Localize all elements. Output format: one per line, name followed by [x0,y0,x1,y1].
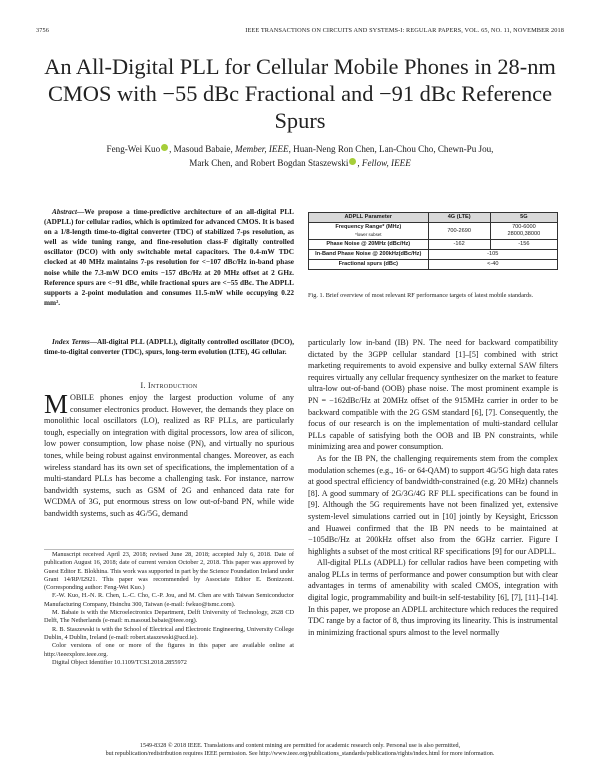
table-cell: -105 [428,250,557,260]
table-row: In-Band Phase Noise @ 200kHz(dBc/Hz) -105 [309,250,558,260]
index-terms [44,337,294,357]
index-terms-text: —All-digital PLL (ADPLL), digitally controlled oscillator (DCO), time-to-digital converter (TDC), spurs, long-term evolution (LTE), 4G cellular. [44,338,295,357]
footnote: F.-W. Kuo, H.-N. R. Chen, L.-C. Cho, C.-P. Jou, and M. Chen are with Taiwan Semiconductor Manufacturing Company, Hsinchu 300, Taiwan (e-mail: fwkuo@tsmc.com). [44,592,294,608]
footnote: R. B. Staszewski is with the School of Electrical and Electronic Engineering, University College Dublin, 4 Dublin, Ireland (e-mail: robert.staszewski@ucd.ie). [44,625,294,641]
paragraph: All-digital PLLs (ADPLL) for cellular radios have been competing with analog PLLs in terms of performance and power consumption but with clear advantages in terms of amenability with scaled CMOS, integration with digital logic, programmability and built-in self-testability [6], [7], [11]–[14]. In this paper, we propose an ADPLL architecture which reduces the required TDC range by a factor of 8, thus improving its linearity. This is instrumental in minimizing fractional spurs almost to the level normally [308,558,558,637]
footnote: Color versions of one or more of the figures in this paper are available online at http://ieeexplore.ieee.org. [44,642,294,658]
table-cell: -156 [490,240,557,250]
member-grade: Member, IEEE [235,144,289,154]
abstract [44,207,294,308]
table-header: 5G [490,213,557,223]
table-header: 4G (LTE) [428,213,490,223]
footnotes [44,551,294,667]
footnote: Digital Object Identifier 10.1109/TCSI.2018.2855972 [52,658,187,666]
paper-title: An All-Digital PLL for Cellular Mobile Phones in 28-nm CMOS with −55 dBc Fractional and −91 dBc Reference Spurs [44,54,556,133]
table-cell: 700-6000 28000,38000 [490,223,557,240]
intro-text: phones enjoy the largest production volume of any consumer electronics product. However, the demands they place on monolithic local oscillators (LO), realized as RF PLLs, are particularly tough, especially on integration with digital processors, low area of silicon, low power consumption, low phase noise (PN), and virtually no spurious tones, while being robust against environmental changes. Moreover, as each wireless standard has its own set of specifications, the implementation of a multi-standard PLLs has become a challenging task. For instance, narrow bandwidth systems, such as GSM of 2G and enhanced data rate for WCDMA of 3G, put enormous stress on low out-of-band PN, while wide bandwidth systems, such as 4G/5G, demand [44,393,294,518]
footnote-rule [44,549,294,550]
author-kuo: Feng-Wei Kuo [106,144,161,154]
orcid-icon[interactable] [161,144,168,151]
table-header: ADPLL Parameter [309,213,429,223]
orcid-icon[interactable] [349,158,356,165]
specs-table [308,212,558,270]
table-cell: -162 [428,240,490,250]
table-cell: <-40 [428,260,557,270]
drop-cap: M [44,389,69,419]
copyright-footer: 1549-8328 © 2018 IEEE. Translations and content mining are permitted for academic research only. Personal use is also permitted, but republication/redistribution requires IEEE permission. See http://www.ieee.org/publications_standards/publications/rights/index.html for more information. [105,743,495,758]
fellow-grade: Fellow, IEEE [361,158,411,168]
index-terms-lead: Index Terms [52,338,90,346]
journal-header: IEEE TRANSACTIONS ON CIRCUITS AND SYSTEMS-I: REGULAR PAPERS, VOL. 65, NO. 11, NOVEMBER 2018 [245,27,564,34]
paragraph: particularly low in-band (IB) PN. The need for backward compatibility dictated by the 3GPP cellular standard [1]–[5] combined with strict marketing requirements to avoid expensive and bulky external SAW filters requires virtually any cellular frequency synthesizer on the market to feature ultra-low out-of-band (OOB) phase noise. The most prominent example is PN = −162dBc/Hz at 20MHz offset of the 915MHz carrier in order to be backward compatible with the 2G GSM standard [6], [7]. Consequently, the focus of our research is on the implementation of multi-standard cellular PLLs capable of satisfying both the OOB and IB PN constraints, while minimizing area and power consumption. [308,338,558,452]
footnote: M. Babaie is with the Microelectronics Department, Delft University of Technology, 2628 CD Delft, The Netherlands (e-mail: m.masoud.babaie@ieee.org). [44,609,294,625]
table-cell: 700-2690 [428,223,490,240]
table-row: Frequency Range* (MHz) *lower subset 700-2690 700-6000 28000,38000 [309,223,558,240]
abstract-text: —We propose a time-predictive architecture of an all-digital PLL (ADPLL) for cellular radios, which is optimized for advanced CMOS. It is based on a 1/8-length time-to-digital converter (TDC) of stabilized 7-ps resolution, as well as wide tuning range, and fine-resolution class-F digitally controlled oscillator (DCO) with only switchable metal capacitors. The 0.4-mW TDC clocked at 40 MHz maintains 7-ps resolution for <−107 dBc/Hz in-band phase noise while the 7.3-mW DCO emits −157 dBc/Hz at 20 MHz offset at 2 GHz. Reference spurs are <−91 dBc, while fractional spurs are <−55 dBc. The ADPLL supports a 2-point modulation and consumes 11.5-mW while occupying 0.22 mm². [44,208,294,307]
section-heading: I. Introduction [140,381,198,390]
table-row: Phase Noise @ 20MHz (dBc/Hz) -162 -156 [309,240,558,250]
right-column-text [308,337,558,638]
table-header-row [309,213,558,223]
author-list: Feng-Wei Kuo , Masoud Babaie, Member, IEEE, Huan-Neng Ron Chen, Lan-Chou Cho, Chewn-Pu Jou, Mark Chen, and Robert Bogdan Staszewski , Fellow, IEEE [106,144,494,168]
page-number: 3756 [36,27,49,34]
intro-paragraph: MOBILE phones enjoy the largest production volume of any consumer electronics product. However, the demands they place on monolithic local oscillators (LO), realized as RF PLLs, are particularly tough, especially on integration with digital processors, low area of silicon, low power consumption, low phase noise (PN), and virtually no spurious tones, while being robust against environmental changes. Moreover, as each wireless standard has its own set of specifications, the implementation of a multi-standard PLLs has become a challenging task. For instance, narrow bandwidth systems, such as GSM of 2G and enhanced data rate for WCDMA of 3G, put enormous stress on low out-of-band PN, while wide bandwidth systems, such as 4G/5G, demand [44,389,294,518]
paragraph: As for the IB PN, the challenging requirements stem from the complex modulation schemes (e.g., 16- or 64-QAM) to support 4G/5G high data rates at good spectral efficiency of bandwidth-constrained (e.g. 20 MHz) channels [8]. A good summary of 2G/3G/4G RF PLL specifications can be found in [9]. Although the 5G requirements have not been finalized yet, extensive system-level simulations carried out in [10] jointly by Keysight, Ericsson and Huawei confirmed that the IB PN needs to be maintained at −105dBc/Hz at 200kHz offset also from the 6GHz carrier. Figure I highlights a subset of the most critical RF specifications [9] for our ADPLL. [308,453,558,556]
footnote: Manuscript received April 23, 2018; revised June 28, 2018; accepted July 6, 2018. Date of publication August 16, 2018; date of current version October 2, 2018. This paper was approved by Guest Editor E. Blokhina. This work was supported in part by the Science Foundation Ireland under Grant 14/RP/I2921. This paper was recommended by Associate Editor E. Bonizzoni. (Corresponding author: Feng-Wei Kuo.) [44,551,295,592]
figure-caption: Fig. 1. Brief overview of most relevant RF performance targets of latest mobile standards. [308,292,534,299]
abstract-lead: Abstract [52,208,77,216]
table-row: Fractional spurs (dBc) <-40 [309,260,558,270]
